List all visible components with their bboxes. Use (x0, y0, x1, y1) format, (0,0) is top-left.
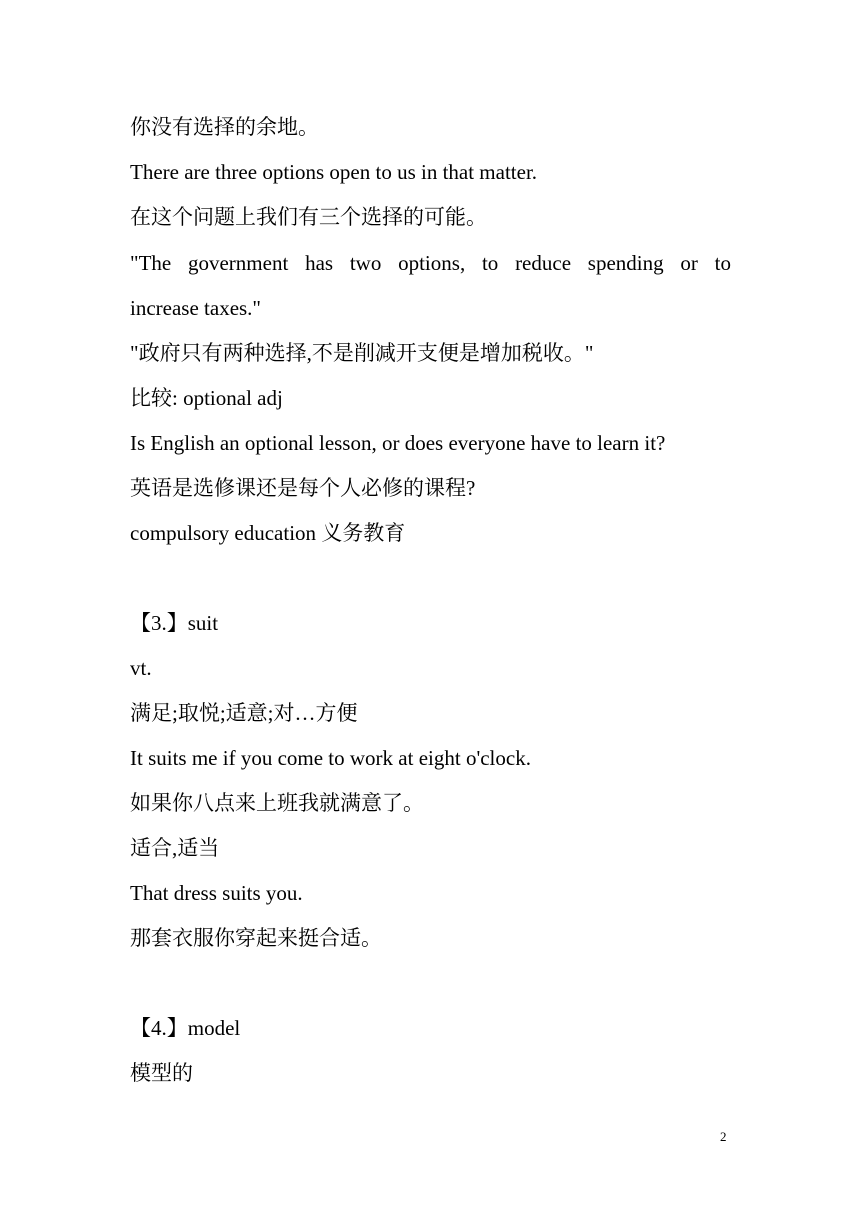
text-line: vt. (130, 656, 152, 680)
text-line: It suits me if you come to work at eight o'clock. (130, 746, 531, 770)
text-line: There are three options open to us in that matter. (130, 160, 538, 184)
text-line: "The government has two options, to reduce spending or to (130, 251, 731, 275)
text-line: Is English an optional lesson, or does everyone have to learn it? (130, 431, 666, 455)
text-line: That dress suits you. (130, 881, 303, 905)
section-heading: 【4.】model (130, 1016, 241, 1040)
section-heading: 【3.】suit (130, 611, 219, 635)
text-line: 满足;取悦;适意;对…方便 (130, 701, 358, 725)
document-page (130, 0, 731, 1216)
text-line: 模型的 (130, 1061, 193, 1085)
text-line: 英语是选修课还是每个人必修的课程? (130, 476, 476, 500)
page-number: 2 (720, 1129, 727, 1144)
text-line: 比较: optional adj (130, 386, 283, 410)
text-line: 那套衣服你穿起来挺合适。 (130, 926, 382, 950)
text-line: compulsory education 义务教育 (130, 521, 406, 545)
text-line: 适合,适当 (130, 836, 220, 860)
text-line: increase taxes." (130, 296, 262, 320)
text-line: "政府只有两种选择,不是削减开支便是增加税收。" (130, 341, 594, 365)
text-line: 你没有选择的余地。 (130, 115, 319, 139)
text-line: 在这个问题上我们有三个选择的可能。 (130, 205, 487, 229)
text-line: 如果你八点来上班我就满意了。 (130, 791, 424, 815)
